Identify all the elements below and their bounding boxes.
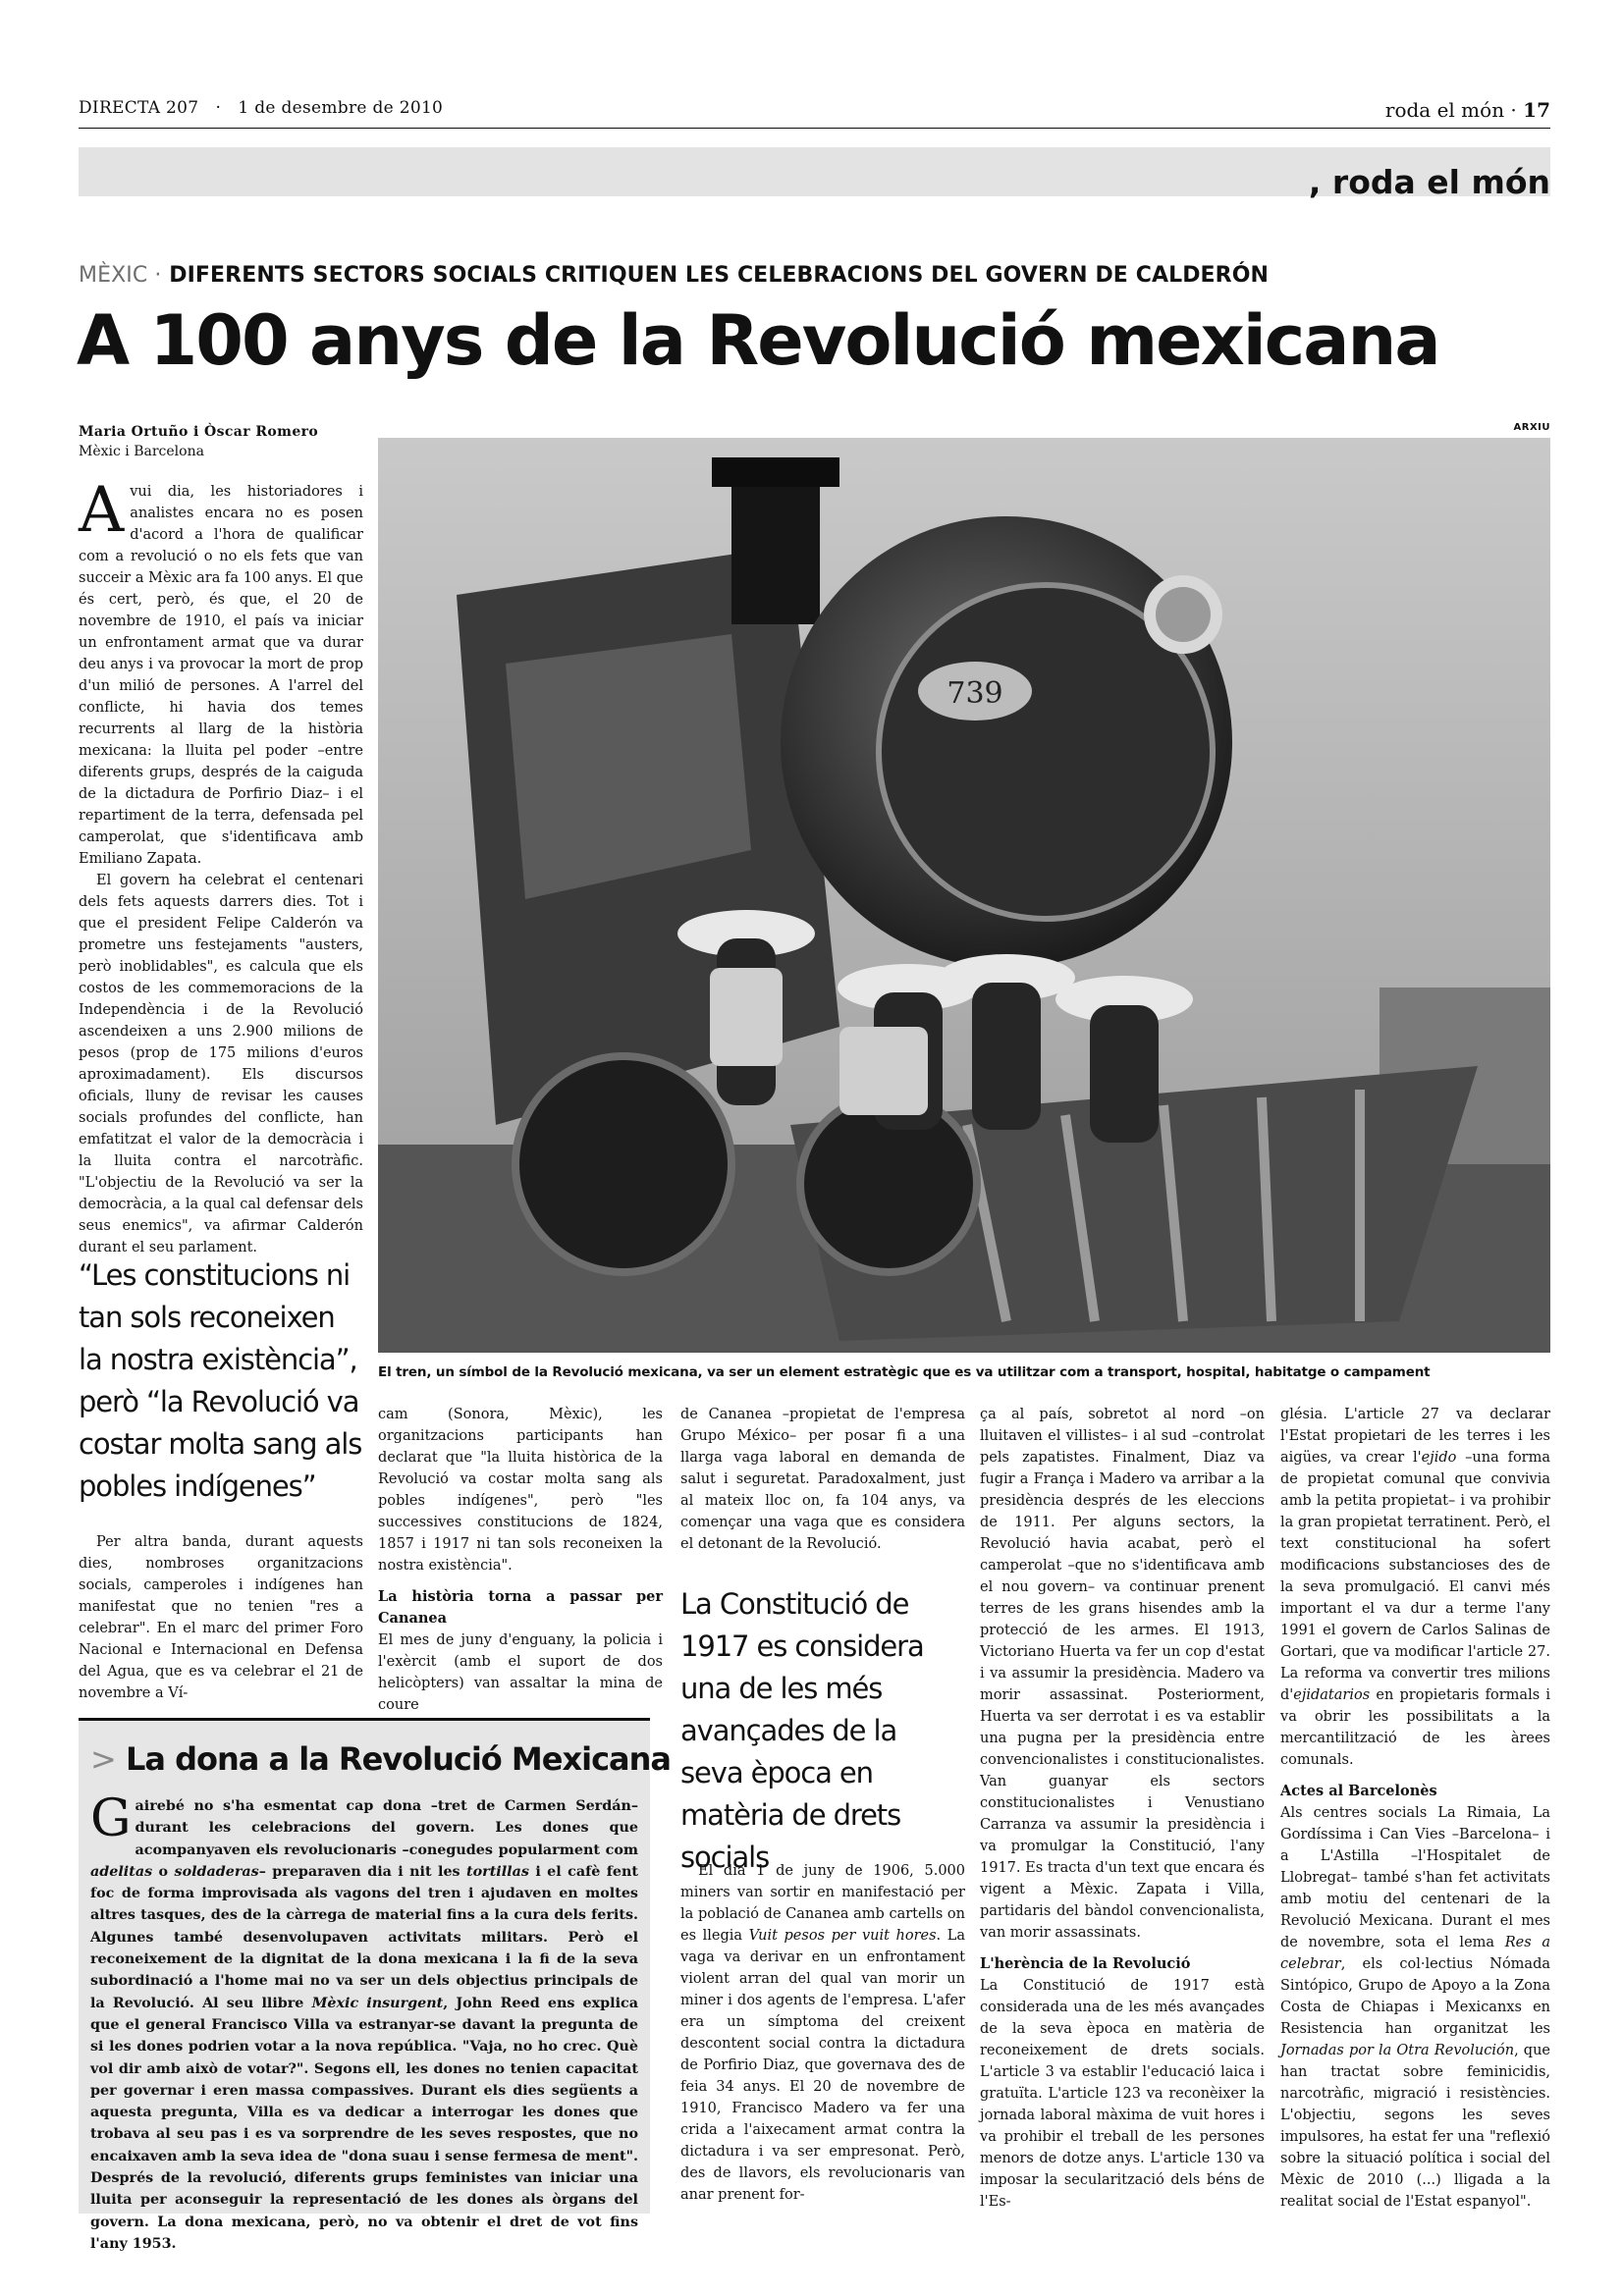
- kicker-country: MÈXIC ·: [79, 263, 162, 288]
- photo-caption: El tren, un símbol de la Revolució mexicana, va ser un element estratègic que es va utilitzar com a transport, hospital, habitatge o campament: [378, 1364, 1431, 1380]
- top-rule: [79, 128, 1550, 129]
- sidebar-title: [90, 1740, 672, 1778]
- kicker-text: DIFERENTS SECTORS SOCIALS CRITIQUEN LES CELEBRACIONS DEL GOVERN DE CALDERÓN: [169, 263, 1270, 288]
- byline: [79, 422, 318, 461]
- article-text: vui dia, les historiadores i analistes encara no es posen d'acord a l'hora de qualificar com a revolució o no els fets que van succeir a Mèxic ara fa 100 anys. El que és cert, però, és que, el 20 de novembre de 1910, el país va iniciar un enfrontament armat que va durar deu anys i va provocar la mort de prop d'un milió de persones. A l'arrel del conflicte, hi havia dos temes recurrents al llarg de la història mexicana: la lluita pel poder –entre diferents grups, després de la caiguda de la dictadura de Porfirio Diaz– i el repartiment de la terra, defensada pel camperolat, que s'identificava amb Emiliano Zapata.: [79, 484, 363, 867]
- sidebar-body: [90, 1789, 639, 2255]
- sidebar-italic: Mèxic insurgent: [311, 1995, 444, 2011]
- article-text: Als centres socials La Rimaia, La Gordíssima i Can Vies –Barcelona– i a L'Astilla –l'Hospitalet de Llobregat– també s'han fet activitats amb motiu del centenari de la Revolució Mexicana. Durant el mes de novembre, sota el lema: [1280, 1805, 1550, 1950]
- article-paragraph: ça al país, sobretot al nord –on lluitaven el villistes– i al sud –controlat pels zapatistes. Finalment, Diaz va fugir a França i Madero va arribar a la presidència després de les eleccions de 1911. Per alguns sectors, la Revolució havia acabat, però el camperolat –que no s'identificava amb el nou govern– va continuar prenent terres de les grans hisendes amb la protecció de les armes. El 1913, Victoriano Huerta va fer un cop d'estat i va assumir la presidència. Madero va morir assassinat. Posteriorment, Huerta va ser derrotat i es va establir una pugna per la presidència entre convencionalistes i constitucionalistes. Van guanyar els sectors constitucionalistes i Venustiano Carranza va assumir la presidència i va promulgar la Constitució, l'any 1917. Es tracta d'un text que encara és vigent a Mèxic. Zapata i Villa, partidaris del bàndol convencionalista, van morir assassinats.: [980, 1407, 1265, 1941]
- folio-right: [1385, 98, 1550, 122]
- article-paragraph: El mes de juny d'enguany, la policia i l'exèrcit (amb el suport de dos helicòpters) van assaltar la mina de coure: [378, 1632, 663, 1713]
- folio-left: [79, 98, 443, 118]
- locomotive-illustration: [378, 438, 1550, 1353]
- article-italic: Jornadas por la Otra Revolución: [1280, 2043, 1515, 2058]
- page-number: 17: [1523, 98, 1550, 122]
- article-paragraph: cam (Sonora, Mèxic), les organitzacions participants han declarat que "la lluita històrica de la Revolució va costar molta sang als pobles indígenes", però "les successives constitucions de 1824, 1857 i 1917 ni tan sols reconeixen la nostra existència".: [378, 1407, 663, 1574]
- subheading-barcelones: Actes al Barcelonès: [1280, 1783, 1437, 1799]
- sidebar-italic: adelitas: [90, 1863, 153, 1880]
- issue-date: 1 de desembre de 2010: [238, 98, 444, 118]
- article-column-1: [79, 474, 363, 1258]
- sidebar-italic: soldaderas: [174, 1863, 259, 1880]
- sidebar-title-text: La dona a la Revolució Mexicana: [125, 1740, 672, 1778]
- pullquote-constitution: La Constitució de 1917 es considera una de les més avançades de la seva època en matèria de drets socials: [680, 1587, 924, 1874]
- article-italic: Vuit pesos per vuit hores: [748, 1928, 937, 1944]
- section-page-label: roda el món ·: [1384, 98, 1517, 122]
- article-paragraph: [1280, 1404, 1550, 1771]
- article-italic: ejidatarios: [1293, 1687, 1371, 1703]
- article-paragraph: Per altra banda, durant aquests dies, nombroses organitzacions socials, camperoles i indígenes han manifestat que no tenien "res a celebrar". En el marc del primer Foro Nacional e Internacional en Defensa del Agua, que es va celebrar el 21 de novembre a Ví-: [79, 1534, 363, 1701]
- sidebar-box: [79, 1718, 672, 2252]
- sidebar-dropcap: G: [90, 1789, 132, 1848]
- article-text: en propietaris formals i va obrir les possibilitats a la mercantilització de les àrees comunals.: [1280, 1687, 1550, 1768]
- article-paragraph: de Cananea –propietat de l'empresa Grupo México– per posar fi a una llarga vaga laboral en demanda de salut i seguretat. Paradoxalment, just al mateix lloc on, fa 104 anys, va començar una vaga que es considera el detonant de la Revolució.: [680, 1407, 965, 1552]
- kicker: [79, 263, 1269, 288]
- article-italic: ejido: [1421, 1450, 1457, 1466]
- headline: A 100 anys de la Revolució mexicana: [77, 300, 1439, 381]
- issue-label: DIRECTA 207: [79, 98, 199, 118]
- article-paragraph: La Constitució de 1917 està considerada una de les més avançades de la seva època en matèria de reconeixement de drets socials. L'article 3 va establir l'educació laica i gratuïta. L'article 123 va reconèixer la jornada laboral màxima de vuit hores i va prohibir el treball de les persones menors de dotze anys. L'article 130 va imposar la secularització dels béns de l'Es-: [980, 1978, 1265, 2210]
- article-paragraph: El govern ha celebrat el centenari dels fets aquests darrers dies. Tot i que el president Felipe Calderón va prometre uns festejaments "austers, però inoblidables", es calcula que els costos de les commemoracions de la Independència i de la Revolució ascendeixen a uns 2.900 milions de pesos (prop de 175 milions d'euros aproximadament). Els discursos oficials, lluny de revisar les causes socials profundes del conflicte, han emfatitzat el valor de la democràcia i la lluita contra el narcotràfic. "L'objectiu de la Revolució va ser la democràcia, a la qual cal defensar dels seus enemics", va afirmar Calderón durant el seu parlament.: [79, 873, 363, 1255]
- article-text: , els col·lectius Nómada Sintópico, Grupo de Apoyo a la Zona Costa de Chiapas i Mexicanxs en Resistencia han organitzat les: [1280, 1956, 1550, 2037]
- article-column-2: [378, 1404, 663, 1716]
- sidebar-italic: tortillas: [466, 1863, 529, 1880]
- dropcap: A: [79, 474, 125, 547]
- photo-credit: ARXIU: [1513, 422, 1550, 433]
- sidebar-text: airebé no s'ha esmentat cap dona –tret de Carmen Serdán– durant les celebracions del govern. Les dones que acompanyaven els revolucionaris –conegudes popularment com: [135, 1798, 638, 1858]
- arrow-icon: >: [90, 1740, 116, 1778]
- section-name: , roda el món: [1308, 163, 1550, 201]
- subheading-cananea: La història torna a passar per Cananea: [378, 1588, 663, 1627]
- byline-author: Maria Ortuño i Òscar Romero: [79, 424, 319, 440]
- sidebar-text: o: [152, 1863, 175, 1880]
- sidebar-text: – preparaven dia i nit les: [258, 1863, 467, 1880]
- byline-location: Mèxic i Barcelona: [79, 444, 204, 459]
- article-column-1-continued: [79, 1531, 363, 1704]
- article-text: El dia 1 de juny de 1906, 5.000 miners van sortir en manifestació per la població de Cananea amb cartells on es llegia: [680, 1863, 965, 1944]
- article-column-3: [680, 1404, 965, 1555]
- article-italic: Res a celebrar: [1280, 1935, 1550, 1972]
- article-paragraph: [680, 1860, 965, 2206]
- article-paragraph: [1280, 1802, 1550, 2213]
- pullquote: “Les constitucions ni tan sols reconeixen la nostra existència”, però “la Revolució va costar molta sang als pobles indígenes”: [79, 1258, 362, 1503]
- article-text: –una forma de propietat comunal que convivia amb la petita propietat– i va prohibir la gran propietat terratinent. Però, el text constitucional ha sofert modificacions substancioses des de la seva promulgació. El canvi més important el va dur a terme l'any 1991 el govern de Carlos Salinas de Gortari, que va modificar l'article 27. La reforma va convertir tres milions d': [1280, 1450, 1550, 1703]
- article-text: glésia. L'article 27 va declarar l'Estat propietari de les terres i les aigües, va crear l': [1280, 1407, 1550, 1466]
- article-column-3-continued: [680, 1860, 965, 2206]
- article-column-4: [980, 1404, 1265, 2213]
- article-text: . La vaga va derivar en un enfrontament violent arran del qual van morir un miner i dos agents de l'empresa. L'afer era un símptoma del creixent descontent social contra la dictadura de Porfirio Diaz, que governava des de feia 34 anys. El 20 de novembre de 1910, Francisco Madero va fer una crida a l'aixecament armat contra la dictadura i va ser empresonat. Però, des de llavors, els revolucionaris van anar prenent for-: [680, 1928, 966, 2203]
- article-paragraph: [79, 474, 363, 870]
- article-text: , que han tractat sobre feminicidis, narcotràfic, migració i resistències. L'objectiu, segons les seves impulsores, ha estat fer una "reflexió sobre la situació política i social del Mèxic de 2010 (...) lligada a la realitat social de l'Estat espanyol".: [1280, 2043, 1550, 2210]
- sidebar-text: i el cafè fent foc de forma improvisada als vagons del tren i ajudaven en moltes altres tasques, des de la càrrega de material fins a la cura dels ferits. Algunes també desenvolupaven activitats militars. Però el reconeixement de la dignitat de la dona mexicana i la fi de la seva subordinació a l'home mai no va ser un dels objectius principals de la Revolució. Al seu llibre: [90, 1863, 638, 2011]
- locomotive-number: 739: [947, 676, 1003, 711]
- subheading-herencia: L'herència de la Revolució: [980, 1955, 1191, 1972]
- article-column-5: [1280, 1404, 1550, 2213]
- sidebar-text: , John Reed ens explica que el general Francisco Villa va estranyar-se davant la pregunta de si les dones podrien votar a la nova república. "Vaja, no ho crec. Què vol dir amb això de votar?". Segons ell, les dones no tenien capacitat per governar i eren massa compassives. Durant els dies següents a aquesta pregunta, Villa es va dedicar a interrogar les dones que trobava al seu pas i es va sorprendre de les seves respostes, que no encaixaven amb la seva idea de "dona suau i sense fermesa de ment". Després de la revolució, diferents grups feministes van iniciar una lluita per aconseguir la representació de les dones als òrgans del govern. La dona mexicana, però, no va obtenir el dret de vot fins l'any 1953.: [90, 1995, 639, 2252]
- folio-separator: ·: [215, 98, 222, 118]
- lead-photo: [378, 438, 1550, 1353]
